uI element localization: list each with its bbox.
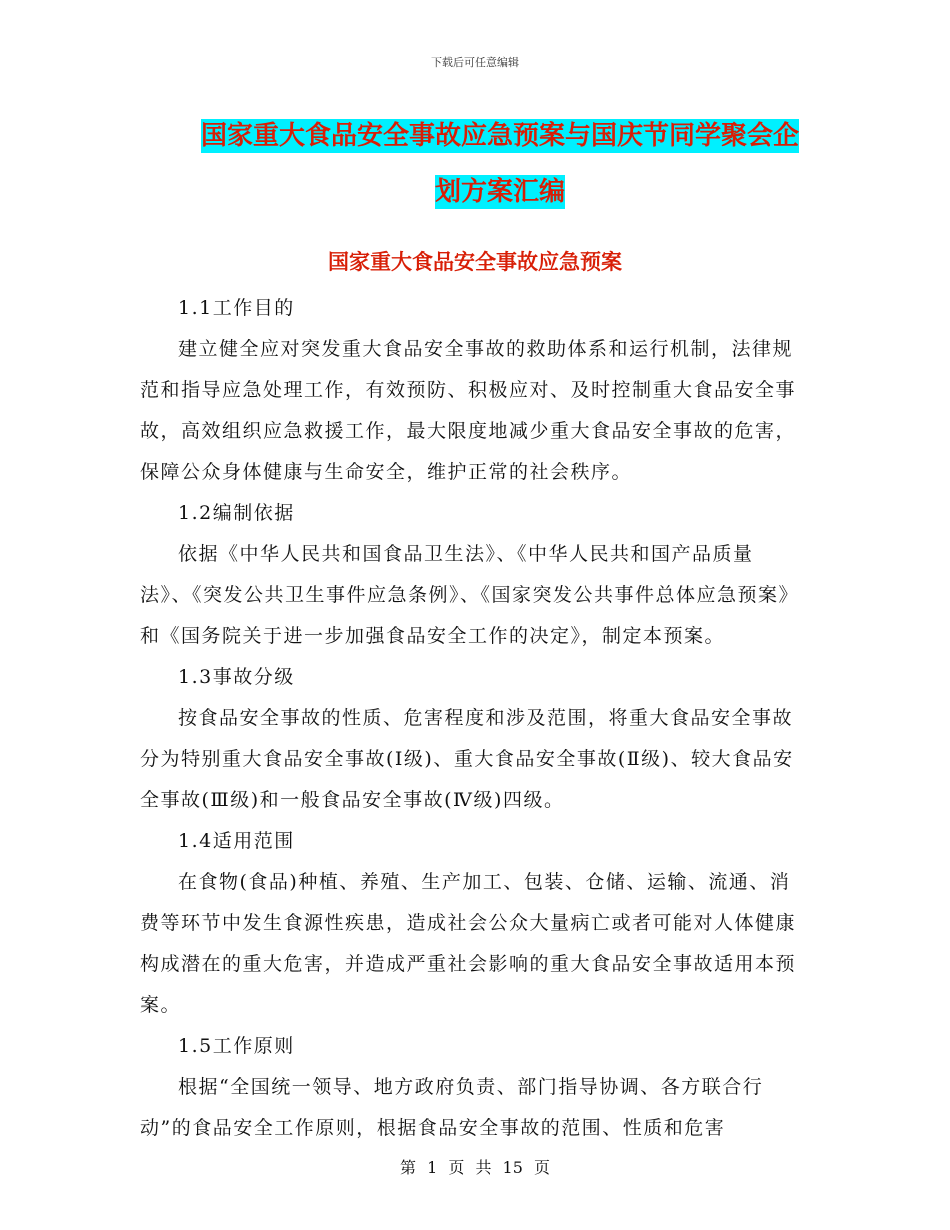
paragraph-1-2: 依据《中华人民共和国食品卫生法》、《中华人民共和国产品质量法》、《突发公共卫生事件应急条例》、《国家突发公共事件总体应急预案》和《国务院关于进一步加强食品安全工作的决定》，制定本预案。 [140,543,800,647]
paragraph-1-5: 根据“全国统一领导、地方政府负责、部门指导协调、各方联合行动”的食品安全工作原则，根据食品安全事故的范围、性质和危害 [140,1076,764,1139]
paragraph-1-4: 在食物(食品)种植、养殖、生产加工、包装、仓储、运输、流通、消费等环节中发生食源性疾患，造成社会公众大量病亡或者可能对人体健康构成潜在的重大危害，并造成严重社会影响的重大食品安全事故适用本预案。 [140,871,797,1016]
subheading-1-1: 1.1工作目的 [178,297,295,319]
subheading-1-4: 1.4适用范围 [178,830,295,852]
page-footer: 第 1 页 共 15 页 [400,1158,550,1177]
subheading-1-3: 1.3事故分级 [178,666,295,688]
subheading-1-5: 1.5工作原则 [178,1035,295,1057]
main-title-line-2: 划方案汇编 [434,177,565,207]
main-title-line-1: 国家重大食品安全事故应急预案与国庆节同学聚会企 [200,121,799,151]
paragraph-1-3: 按食品安全事故的性质、危害程度和涉及范围，将重大食品安全事故分为特别重大食品安全事故(Ⅰ级)、重大食品安全事故(Ⅱ级)、较大食品安全事故(Ⅲ级)和一般食品安全事故(Ⅳ级)四级。 [140,707,794,811]
paragraph-1-1: 建立健全应对突发重大食品安全事故的救助体系和运行机制，法律规范和指导应急处理工作，有效预防、积极应对、及时控制重大食品安全事故，高效组织应急救援工作，最大限度地减少重大食品安全事故的危害，保障公众身体健康与生命安全，维护正常的社会秩序。 [140,338,797,483]
subheading-1-2: 1.2编制依据 [178,502,295,524]
header-note: 下载后可任意编辑 [431,56,519,69]
section-title: 国家重大食品安全事故应急预案 [328,250,622,274]
body-text [140,288,800,1149]
main-title [150,108,850,220]
